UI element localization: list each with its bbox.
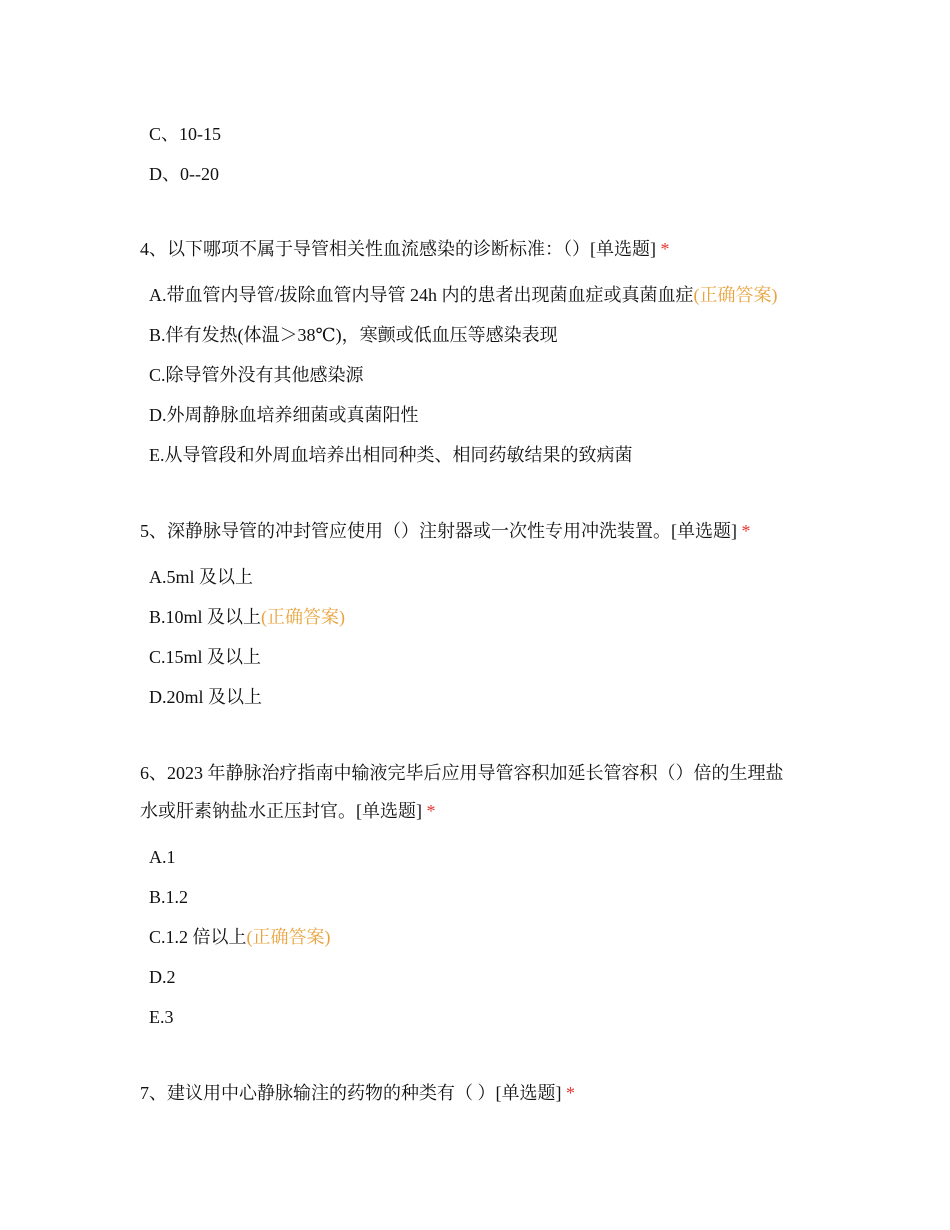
q6-option-a [149,845,176,869]
q5-option-a [149,565,253,589]
q4-option-d [149,403,419,427]
option-text: C.15ml 及以上 [149,647,262,667]
option-text: E.从导管段和外周血培养出相同种类、相同药敏结果的致病菌 [149,445,633,465]
question-4-title [140,237,670,261]
question-text: 水或肝素钠盐水正压封官。[单选题] [140,801,422,821]
correct-answer-tag: (正确答案) [261,607,346,627]
question-6-title-line2 [140,799,436,823]
q6-option-c [149,925,331,949]
option-text: B.10ml 及以上 [149,607,262,627]
option-text: E.3 [149,1007,174,1027]
q6-option-e [149,1005,174,1029]
option-text: A.带血管内导管/拔除血管内导管 24h 内的患者出现菌血症或真菌血症 [149,285,694,305]
question-6-title-line1 [140,761,784,785]
q5-option-b [149,605,345,629]
q6-option-b [149,885,188,909]
required-mark: * [426,801,436,821]
option-text: A.1 [149,847,176,867]
q5-option-d [149,685,262,709]
option-text: A.5ml 及以上 [149,567,254,587]
correct-answer-tag: (正确答案) [693,285,778,305]
question-5-title [140,519,751,543]
question-text: 5、深静脉导管的冲封管应使用（）注射器或一次性专用冲洗装置。[单选题] [140,521,737,541]
q4-option-c [149,363,364,387]
required-mark: * [741,521,751,541]
question-text: 4、以下哪项不属于导管相关性血流感染的诊断标准：（）[单选题] [140,239,656,259]
q6-option-d [149,965,176,989]
option-text: C、10-15 [149,124,221,144]
q4-option-b [149,323,558,347]
option-text: C.除导管外没有其他感染源 [149,365,364,385]
question-text: 7、建议用中心静脉输注的药物的种类有（ ）[单选题] [140,1083,562,1103]
option-text: B.1.2 [149,887,189,907]
option-prev-d [149,162,219,186]
option-text: D、0--20 [149,164,219,184]
option-text: D.外周静脉血培养细菌或真菌阳性 [149,405,419,425]
correct-answer-tag: (正确答案) [246,927,331,947]
required-mark: * [566,1083,575,1103]
option-prev-c [149,122,221,146]
required-mark: * [660,239,670,259]
q4-option-e [149,443,633,467]
question-text: 6、2023 年静脉治疗指南中输液完毕后应用导管容积加延长管容积（）倍的生理盐 [140,763,784,783]
option-text: D.2 [149,967,176,987]
option-text: B.伴有发热(体温＞38℃)，寒颤或低血压等感染表现 [149,325,558,345]
question-7-title [140,1081,575,1105]
option-text: D.20ml 及以上 [149,687,263,707]
option-text: C.1.2 倍以上 [149,927,247,947]
q4-option-a [149,283,778,307]
q5-option-c [149,645,261,669]
